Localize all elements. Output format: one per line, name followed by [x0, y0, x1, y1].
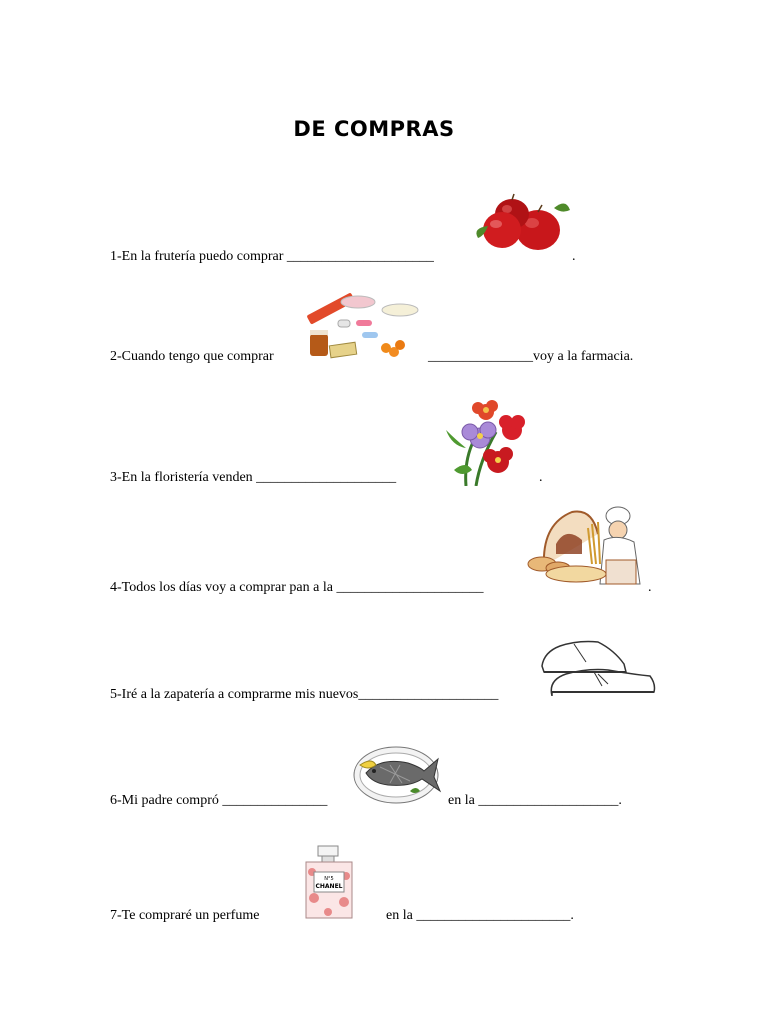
sentence-4-blank[interactable]: _____________________ — [336, 580, 484, 595]
sentence-3-end: . — [539, 470, 543, 485]
perfume-image — [302, 842, 358, 922]
shoes-image — [538, 630, 658, 696]
page-title: DE COMPRAS — [293, 117, 455, 141]
sentence-2-text-end: voy a la farmacia. — [533, 349, 634, 364]
sentence-6-text-mid: en la — [448, 793, 479, 808]
perfume-label-brand: CHANEL — [315, 883, 343, 890]
sentence-2-end — [428, 349, 633, 365]
sentence-7-blank-2[interactable]: ______________________ — [416, 908, 571, 923]
sentence-3-blank[interactable]: ____________________ — [256, 470, 397, 485]
sentence-2 — [110, 349, 274, 365]
sentence-5 — [110, 687, 498, 703]
sentence-3 — [110, 470, 396, 486]
sentence-1-blank[interactable]: _____________________ — [286, 249, 434, 264]
sentence-7-text: 7-Te compraré un perfume — [110, 908, 260, 923]
sentence-7-text-end: . — [570, 908, 574, 923]
sentence-7 — [110, 908, 259, 924]
baker-image — [522, 504, 646, 586]
sentence-2-blank[interactable]: _______________ — [428, 349, 533, 364]
sentence-2-text: 2-Cuando tengo que comprar — [110, 349, 274, 364]
apples-image — [470, 190, 572, 252]
sentence-5-text: 5-Iré a la zapatería a comprarme mis nuevos — [110, 687, 359, 702]
sentence-6-text: 6-Mi padre compró — [110, 793, 223, 808]
medicines-image — [300, 290, 424, 362]
sentence-5-blank[interactable]: ____________________ — [358, 687, 499, 702]
sentence-6-text-end: . — [618, 793, 622, 808]
sentence-4-end: . — [648, 580, 652, 595]
sentence-4-text: 4-Todos los días voy a comprar pan a la — [110, 580, 337, 595]
sentence-6-blank[interactable]: _______________ — [222, 793, 328, 808]
sentence-6 — [110, 793, 327, 809]
sentence-1-end: . — [572, 249, 576, 264]
sentence-1 — [110, 249, 434, 265]
fish-image — [350, 737, 446, 807]
sentence-1-text: 1-En la frutería puedo comprar — [110, 249, 287, 264]
sentence-6-blank-2[interactable]: ____________________ — [478, 793, 619, 808]
sentence-6-end — [448, 793, 622, 809]
sentence-3-text: 3-En la floristería venden — [110, 470, 257, 485]
perfume-label-number: N°5 — [324, 876, 334, 882]
sentence-7-text-mid: en la — [386, 908, 417, 923]
sentence-4 — [110, 580, 483, 596]
sentence-7-end — [386, 908, 574, 924]
flowers-image — [436, 400, 532, 486]
